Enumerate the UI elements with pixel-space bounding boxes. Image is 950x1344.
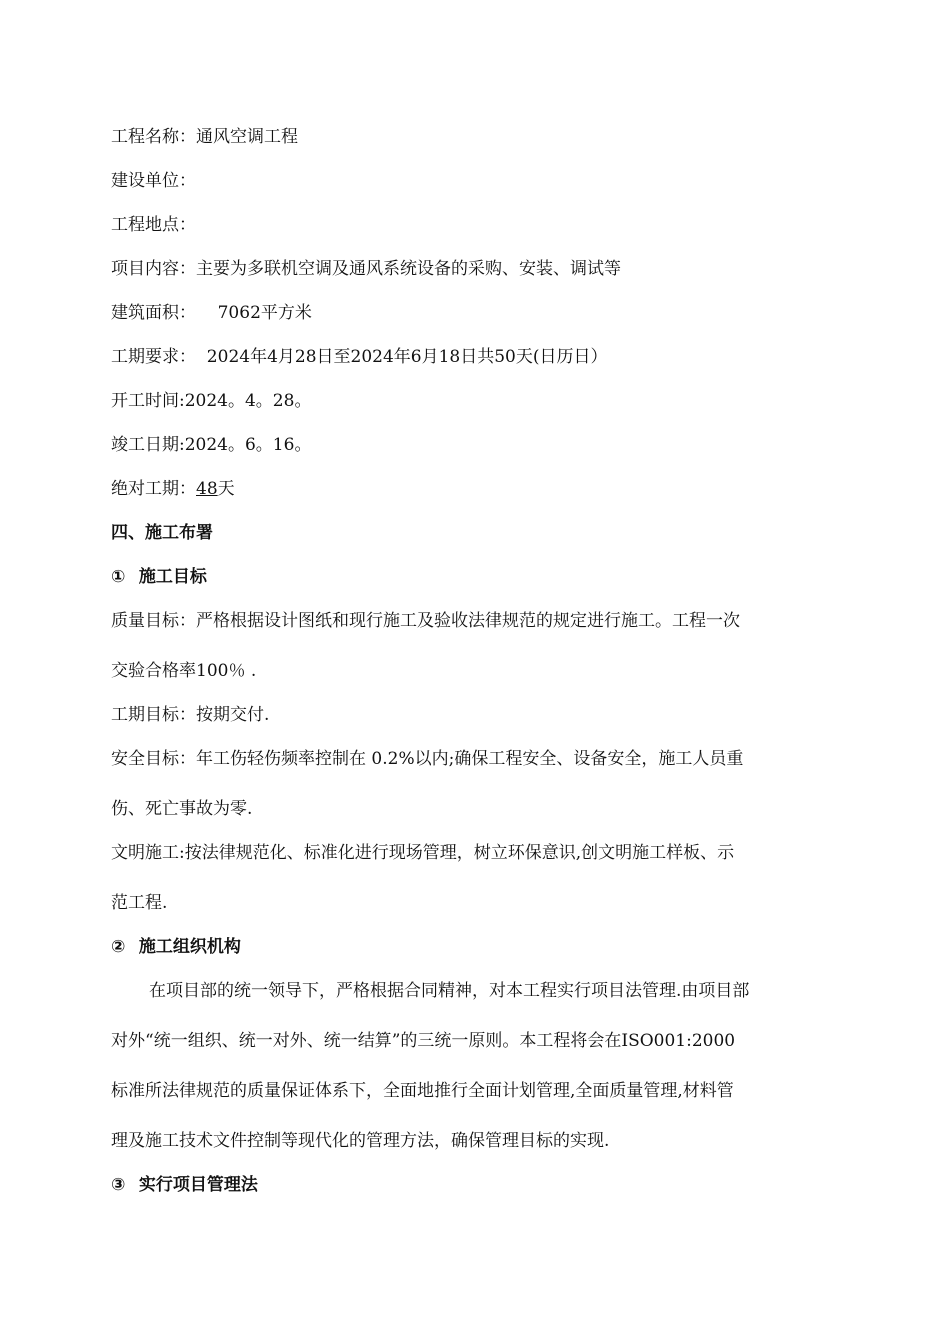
circled-three-mark: ③ — [111, 1175, 126, 1195]
project-content: 项目内容：主要为多联机空调及通风系统设备的采购、安装、调试等 — [111, 259, 621, 279]
subsection-1-title: 施工目标 — [138, 567, 207, 587]
quality-target-line-2: 交验合格率100％ . — [111, 661, 257, 681]
absolute-period-unit: 天 — [217, 479, 235, 499]
organization-paragraph-line-2: 对外“统一组织、统一对外、统一结算”的三统一原则。本工程将会在ISO001:2000 — [111, 1031, 736, 1051]
section-4-heading: 四、施工布署 — [111, 523, 213, 543]
safety-target-line-1: 安全目标：年工伤轻伤频率控制在 0.2%以内;确保工程安全、设备安全，施工人员重 — [111, 749, 744, 769]
building-area: 建筑面积： 7062平方米 — [111, 303, 312, 323]
absolute-period-label: 绝对工期： — [111, 479, 196, 499]
safety-target-line-2: 伤、死亡事故为零. — [111, 799, 253, 819]
organization-paragraph-line-4: 理及施工技术文件控制等现代化的管理方法，确保管理目标的实现. — [111, 1131, 610, 1151]
organization-paragraph-line-3: 标准所法律规范的质量保证体系下，全面地推行全面计划管理,全面质量管理,材料管 — [111, 1081, 734, 1101]
civil-construction-line-2: 范工程. — [111, 893, 168, 913]
organization-paragraph-line-1: 在项目部的统一领导下，严格根据合同精神，对本工程实行项目法管理.由项目部 — [149, 981, 750, 1001]
subsection-3-heading — [111, 1174, 258, 1196]
subsection-2-title: 施工组织机构 — [138, 937, 241, 957]
project-name: 工程名称：通风空调工程 — [111, 127, 298, 147]
builder: 建设单位： — [111, 171, 196, 191]
subsection-2-heading — [111, 936, 241, 958]
schedule-target: 工期目标：按期交付. — [111, 705, 270, 725]
civil-construction-line-1: 文明施工:按法律规范化、标准化进行现场管理，树立环保意识,创文明施工样板、示 — [111, 843, 735, 863]
start-date: 开工时间:2024。4。28。 — [111, 391, 312, 411]
absolute-period — [111, 478, 235, 500]
location: 工程地点： — [111, 215, 196, 235]
finish-date: 竣工日期:2024。6。16。 — [111, 435, 312, 455]
circled-one-mark: ① — [111, 567, 126, 587]
period-requirement: 工期要求： 2024年4月28日至2024年6月18日共50天(日历日） — [111, 347, 608, 367]
subsection-1-heading — [111, 566, 207, 588]
circled-two-mark: ② — [111, 937, 126, 957]
absolute-period-value: 48 — [196, 479, 218, 499]
subsection-3-title: 实行项目管理法 — [138, 1175, 258, 1195]
quality-target-line-1: 质量目标：严格根据设计图纸和现行施工及验收法律规范的规定进行施工。工程一次 — [111, 611, 740, 631]
